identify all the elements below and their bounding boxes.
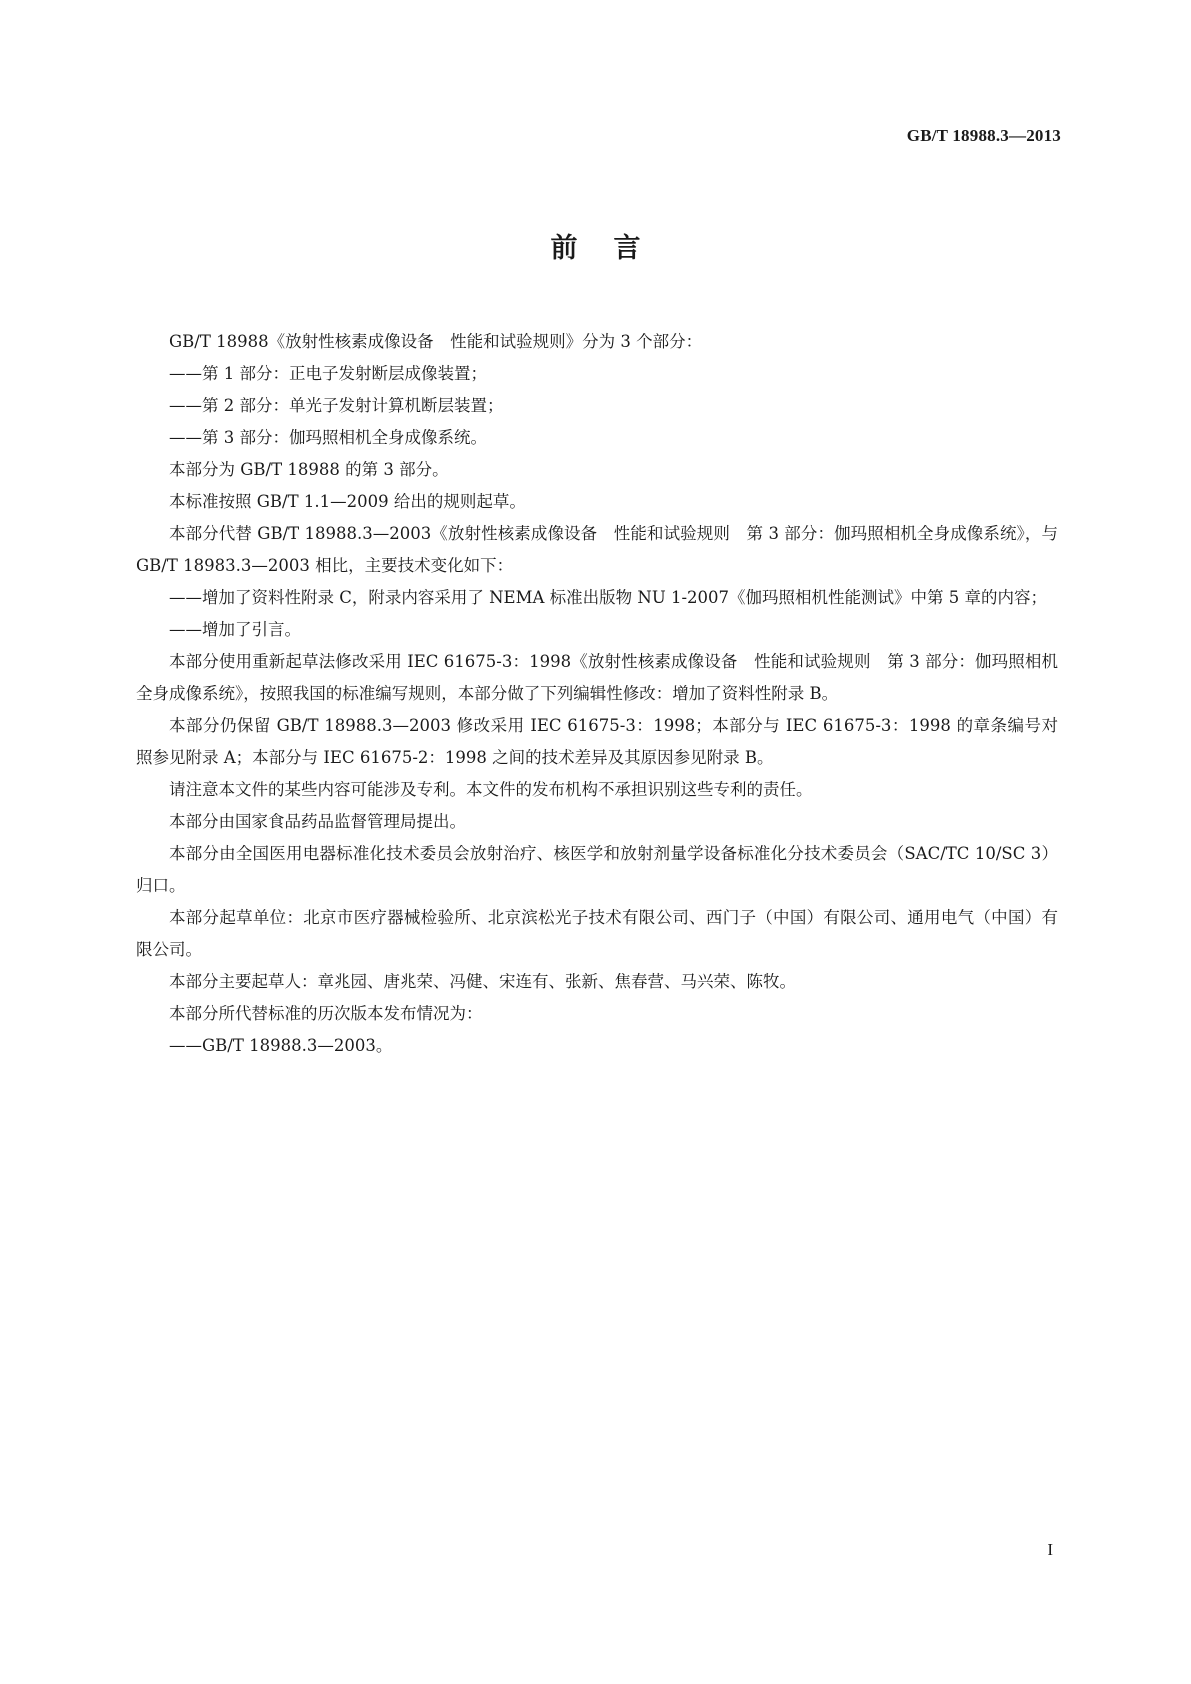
list-item-change-intro: ——增加了引言。 xyxy=(169,620,301,639)
page-title: 前言 xyxy=(550,233,677,264)
paragraph-replaces: 本部分代替 GB/T 18988.3—2003《放射性核素成像设备 性能和试验规则 第 3 部分：伽玛照相机全身成像系统》，与 GB/T 18983.3—2003 相比，主要技术变化如下： xyxy=(136,524,1058,575)
paragraph-this-part: 本部分为 GB/T 18988 的第 3 部分。 xyxy=(169,460,449,479)
paragraph-proposed-by: 本部分由国家食品药品监督管理局提出。 xyxy=(169,812,466,831)
standard-code: GB/T 18988.3—2013 xyxy=(906,126,1061,145)
list-item-history: ——GB/T 18988.3—2003。 xyxy=(169,1036,393,1055)
paragraph-parts-intro: GB/T 18988《放射性核素成像设备 性能和试验规则》分为 3 个部分： xyxy=(169,332,703,351)
paragraph-drafting-rules: 本标准按照 GB/T 1.1—2009 给出的规则起草。 xyxy=(169,492,526,511)
list-item-part-2: ——第 2 部分：单光子发射计算机断层装置； xyxy=(169,396,504,415)
paragraph-adoption: 本部分使用重新起草法修改采用 IEC 61675-3：1998《放射性核素成像设备 性能和试验规则 第 3 部分：伽玛照相机全身成像系统》，按照我国的标准编写规则，本部分做了下列编辑性修改：增加了资料性附录 B。 xyxy=(136,652,1058,703)
foreword-body xyxy=(136,326,1058,1062)
paragraph-centralized-by: 本部分由全国医用电器标准化技术委员会放射治疗、核医学和放射剂量学设备标准化分技术委员会（SAC/TC 10/SC 3）归口。 xyxy=(136,844,1058,895)
paragraph-patent-notice: 请注意本文件的某些内容可能涉及专利。本文件的发布机构不承担识别这些专利的责任。 xyxy=(169,780,813,799)
paragraph-retained: 本部分仍保留 GB/T 18988.3—2003 修改采用 IEC 61675-3：1998；本部分与 IEC 61675-3：1998 的章条编号对照参见附录 A；本部分与 IEC 61675-2：1998 之间的技术差异及其原因参见附录 B。 xyxy=(136,716,1058,767)
paragraph-drafters: 本部分主要起草人：章兆园、唐兆荣、冯健、宋连有、张新、焦春营、马兴荣、陈牧。 xyxy=(169,972,796,991)
page-number: I xyxy=(1047,1540,1053,1559)
paragraph-drafting-units: 本部分起草单位：北京市医疗器械检验所、北京滨松光子技术有限公司、西门子（中国）有限公司、通用电气（中国）有限公司。 xyxy=(136,908,1058,959)
list-item-part-1: ——第 1 部分：正电子发射断层成像装置； xyxy=(169,364,487,383)
list-item-part-3: ——第 3 部分：伽玛照相机全身成像系统。 xyxy=(169,428,487,447)
paragraph-history-intro: 本部分所代替标准的历次版本发布情况为： xyxy=(169,1004,483,1023)
list-item-change-annex-c: ——增加了资料性附录 C，附录内容采用了 NEMA 标准出版物 NU 1-2007《伽玛照相机性能测试》中第 5 章的内容； xyxy=(169,588,1048,607)
